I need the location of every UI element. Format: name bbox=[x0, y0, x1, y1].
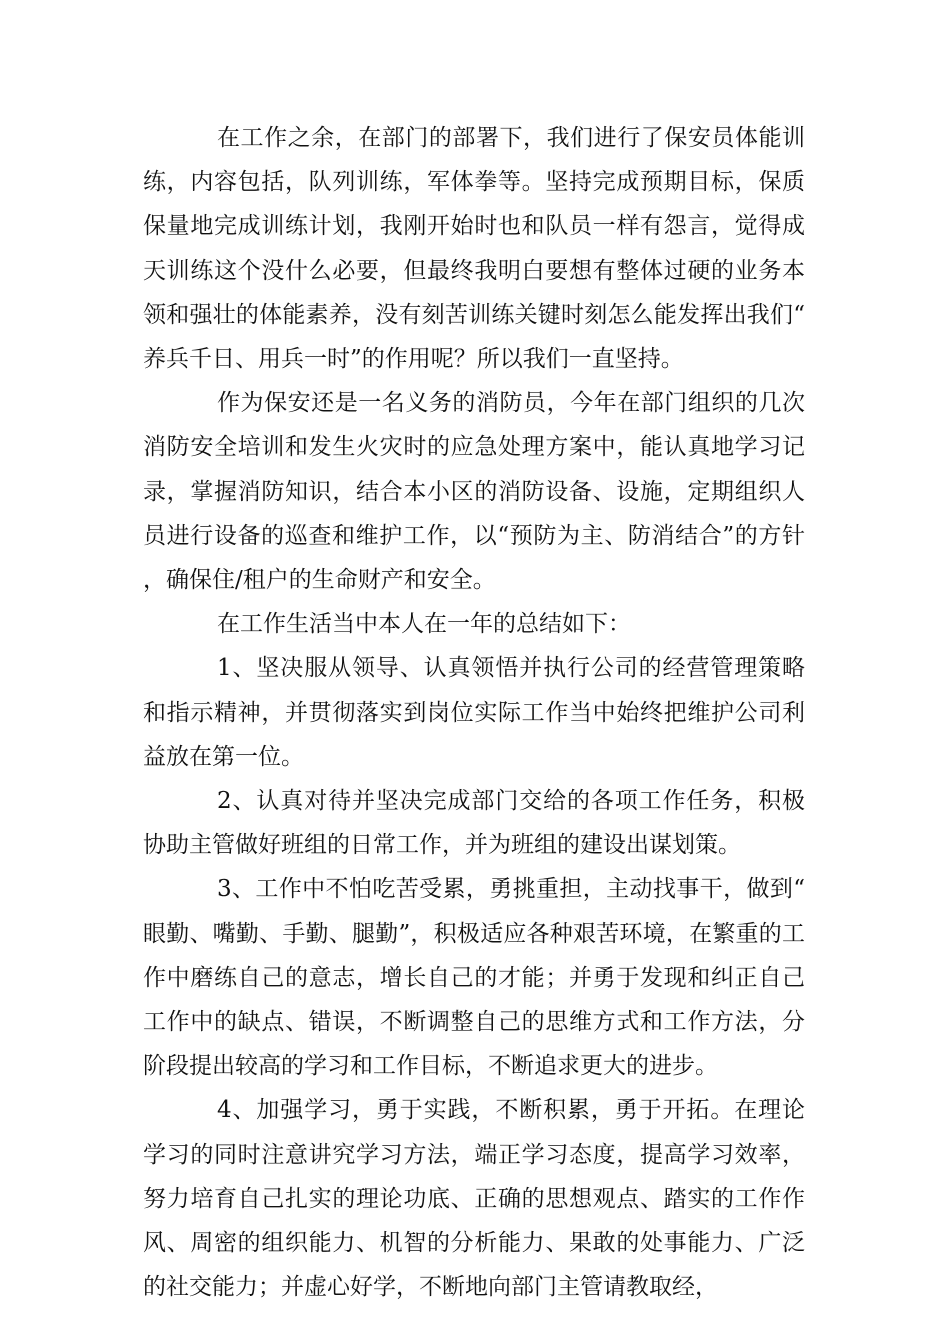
paragraph-item-4: 4、加强学习，勇于实践，不断积累，勇于开拓。在理论学习的同时注意讲究学习方法，端正学习态度，提高学习效率，努力培育自己扎实的理论功底、正确的思想观点、踏实的工作作风、周密的组织能力、机智的分析能力、果敢的处事能力、广泛的社交能力；并虚心好学，不断地向部门主管请教取经， bbox=[143, 1097, 805, 1301]
paragraph-item-2: 2、认真对待并坚决完成部门交给的各项工作任务，积极协助主管做好班组的日常工作，并为班组的建设出谋划策。 bbox=[143, 788, 805, 859]
paragraph-item-1: 1、坚决服从领导、认真领悟并执行公司的经营管理策略和指示精神，并贯彻落实到岗位实际工作当中始终把维护公司利益放在第一位。 bbox=[143, 655, 805, 770]
document-body bbox=[143, 116, 805, 1309]
paragraph-summary-intro: 在工作生活当中本人在一年的总结如下： bbox=[217, 611, 631, 638]
paragraph-fire-safety: 作为保安还是一名义务的消防员，今年在部门组织的几次消防安全培训和发生火灾时的应急处理方案中，能认真地学习记录，掌握消防知识，结合本小区的消防设备、设施，定期组织人员进行设备的巡查和维护工作，以“预防为主、防消结合”的方针，确保住/租户的生命财产和安全。 bbox=[143, 390, 805, 594]
paragraph-training: 在工作之余，在部门的部署下，我们进行了保安员体能训练，内容包括，队列训练，军体拳等。坚持完成预期目标，保质保量地完成训练计划，我刚开始时也和队员一样有怨言，觉得成天训练这个没什么必要，但最终我明白要想有整体过硬的业务本领和强壮的体能素养，没有刻苦训练关键时刻怎么能发挥出我们“养兵千日、用兵一时”的作用呢？所以我们一直坚持。 bbox=[143, 125, 805, 373]
paragraph-item-3: 3、工作中不怕吃苦受累，勇挑重担，主动找事干，做到“眼勤、嘴勤、手勤、腿勤”，积极适应各种艰苦环境，在繁重的工作中磨练自己的意志，增长自己的才能；并勇于发现和纠正自己工作中的缺点、错误，不断调整自己的思维方式和工作方法，分阶段提出较高的学习和工作目标，不断追求更大的进步。 bbox=[143, 876, 805, 1080]
